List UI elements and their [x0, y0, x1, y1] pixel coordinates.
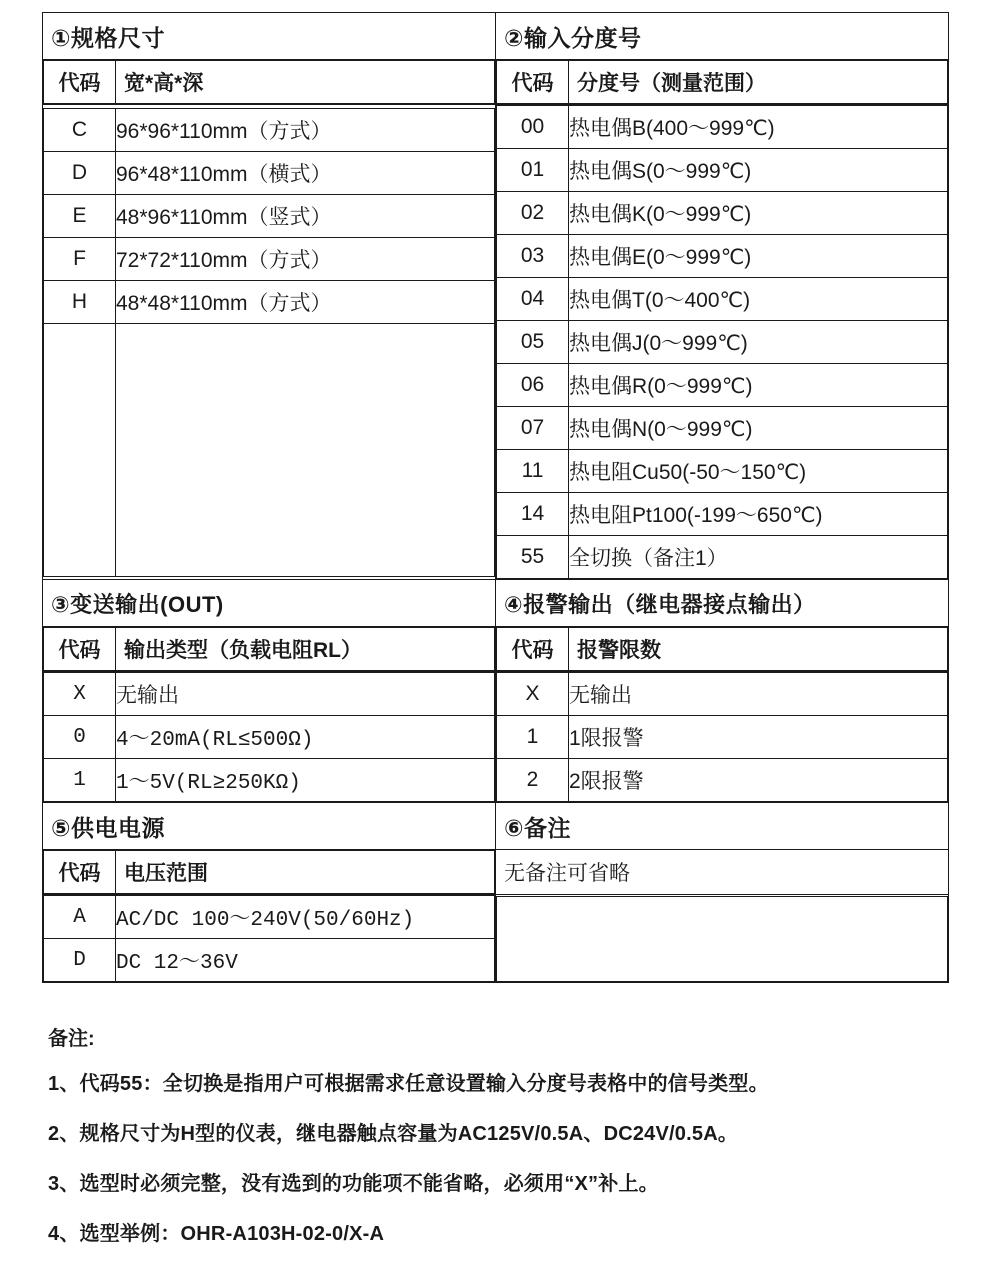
- filler-value: [116, 323, 495, 576]
- row-value: 1～5V(RL≥250KΩ): [116, 759, 495, 802]
- section-2-title: ②输入分度号: [496, 13, 949, 60]
- section-3-value-header: 输出类型（负载电阻RL）: [116, 628, 495, 671]
- row-value: 热电偶R(0～999℃): [569, 364, 948, 407]
- table-row: [44, 759, 495, 802]
- section-6-title: ⑥备注: [496, 803, 949, 850]
- row-value: 热电偶B(400～999℃): [569, 106, 948, 149]
- table-row: [44, 108, 495, 151]
- section-5-header-inner: [43, 850, 495, 894]
- filler-row: [44, 323, 495, 576]
- table-row: [44, 716, 495, 759]
- row-value: 热电偶N(0～999℃): [569, 407, 948, 450]
- section-1-header-inner: [43, 60, 495, 104]
- section-title-row: [43, 13, 949, 60]
- section-5-code-header: 代码: [44, 851, 116, 894]
- section-title-row: [43, 803, 949, 850]
- section-6-rows: [496, 896, 948, 982]
- row-value: 48*48*110mm（方式）: [116, 280, 495, 323]
- section-1-value-header: 宽*高*深: [116, 61, 495, 104]
- row-value: 96*48*110mm（横式）: [116, 151, 495, 194]
- section-4-body: [496, 672, 949, 803]
- section-3-code-header: 代码: [44, 628, 116, 671]
- row-code: 00: [497, 106, 569, 149]
- section-1-header-cell: [43, 60, 496, 105]
- row-value: 48*96*110mm（竖式）: [116, 194, 495, 237]
- row-code: 55: [497, 536, 569, 579]
- note-item-2: 2、规格尺寸为H型的仪表，继电器触点容量为AC125V/0.5A、DC24V/0.5A。: [48, 1123, 739, 1145]
- row-value: 热电阻Cu50(-50～150℃): [569, 450, 948, 493]
- row-value: AC/DC 100～240V(50/60Hz): [116, 896, 495, 939]
- row-code: 03: [497, 235, 569, 278]
- section-5-body: [43, 895, 496, 983]
- table-row: [44, 280, 495, 323]
- section-5-header-cell: [43, 850, 496, 895]
- table-row: [497, 106, 948, 149]
- spec-table-middle: [42, 579, 949, 803]
- row-code: 1: [497, 716, 569, 759]
- section-3-header-cell: [43, 627, 496, 672]
- row-code: 2: [497, 759, 569, 802]
- section-3-header-inner: [43, 627, 495, 671]
- row-code: 0: [44, 716, 116, 759]
- row-value: 热电偶K(0～999℃): [569, 192, 948, 235]
- section-4-code-header: 代码: [497, 628, 569, 671]
- note-item-4: 4、选型举例：OHR-A103H-02-0/X-A: [48, 1223, 385, 1245]
- section-column-header-row: [43, 627, 949, 672]
- section-2-code-header: 代码: [497, 61, 569, 104]
- table-row: [497, 192, 948, 235]
- section-body-row: [43, 105, 949, 580]
- row-code: 04: [497, 278, 569, 321]
- row-code: D: [44, 939, 116, 982]
- section-6-note: 无备注可省略: [496, 850, 949, 895]
- table-row: [497, 450, 948, 493]
- section-title-row: [43, 580, 949, 627]
- table-row: [497, 235, 948, 278]
- table-row: [44, 673, 495, 716]
- row-code: H: [44, 280, 116, 323]
- row-code: 02: [497, 192, 569, 235]
- row-code: 11: [497, 450, 569, 493]
- section-3-rows: [43, 672, 495, 802]
- section-4-header-cell: [496, 627, 949, 672]
- row-code: 05: [497, 321, 569, 364]
- section-body-row: [43, 672, 949, 803]
- row-value: 热电偶T(0～400℃): [569, 278, 948, 321]
- filler-cell: [497, 896, 948, 981]
- row-code: 1: [44, 759, 116, 802]
- section-4-header-inner: [496, 627, 948, 671]
- section-2-body: [496, 105, 949, 580]
- row-code: 01: [497, 149, 569, 192]
- spec-table-top: [42, 12, 949, 580]
- section-5-rows: [43, 895, 495, 982]
- table-row: [497, 407, 948, 450]
- section-4-value-header: 报警限数: [569, 628, 948, 671]
- section-6-body: [496, 895, 949, 983]
- section-1-rows: [43, 108, 495, 577]
- row-code: 14: [497, 493, 569, 536]
- section-3-body: [43, 672, 496, 803]
- spec-table-bottom: [42, 802, 949, 983]
- row-value: 4～20mA(RL≤500Ω): [116, 716, 495, 759]
- section-2-rows: [496, 105, 948, 579]
- row-code: 06: [497, 364, 569, 407]
- row-code: F: [44, 237, 116, 280]
- row-value: 热电偶S(0～999℃): [569, 149, 948, 192]
- section-1-body: [43, 105, 496, 580]
- section-2-header-cell: [496, 60, 949, 105]
- table-row: [44, 237, 495, 280]
- table-row: [44, 896, 495, 939]
- row-value: 无输出: [116, 673, 495, 716]
- section-2-value-header: 分度号（测量范围）: [569, 61, 948, 104]
- section-column-header-row: [43, 850, 949, 895]
- section-4-title: ④报警输出（继电器接点输出）: [496, 580, 949, 627]
- row-code: X: [44, 673, 116, 716]
- row-value: 72*72*110mm（方式）: [116, 237, 495, 280]
- row-value: 热电偶J(0～999℃): [569, 321, 948, 364]
- row-value: 96*96*110mm（方式）: [116, 108, 495, 151]
- table-row: [497, 321, 948, 364]
- row-code: D: [44, 151, 116, 194]
- row-value: 1限报警: [569, 716, 948, 759]
- note-item-1: 1、代码55：全切换是指用户可根据需求任意设置输入分度号表格中的信号类型。: [48, 1073, 769, 1095]
- section-1-code-header: 代码: [44, 61, 116, 104]
- filler-row: [497, 896, 948, 981]
- filler-code: [44, 323, 116, 576]
- row-value: 无输出: [569, 673, 948, 716]
- section-body-row: [43, 895, 949, 983]
- section-4-rows: [496, 672, 948, 802]
- row-code: E: [44, 194, 116, 237]
- section-5-value-header: 电压范围: [116, 851, 495, 894]
- row-code: 07: [497, 407, 569, 450]
- table-row: [44, 151, 495, 194]
- notes-section: [48, 1022, 958, 1267]
- row-value: 2限报警: [569, 759, 948, 802]
- row-value: 全切换（备注1）: [569, 536, 948, 579]
- table-row: [44, 939, 495, 982]
- table-row: [44, 194, 495, 237]
- note-item-3: 3、选型时必须完整，没有选到的功能项不能省略，必须用“X”补上。: [48, 1173, 659, 1195]
- notes-title: 备注:: [48, 1028, 95, 1050]
- table-row: [497, 493, 948, 536]
- row-code: X: [497, 673, 569, 716]
- table-row: [497, 278, 948, 321]
- table-row: [497, 716, 948, 759]
- table-row: [497, 673, 948, 716]
- row-code: C: [44, 108, 116, 151]
- section-5-title: ⑤供电电源: [43, 803, 496, 850]
- row-value: 热电偶E(0～999℃): [569, 235, 948, 278]
- section-1-title: ①规格尺寸: [43, 13, 496, 60]
- table-row: [497, 759, 948, 802]
- section-column-header-row: [43, 60, 949, 105]
- table-row: [497, 149, 948, 192]
- table-row: [497, 364, 948, 407]
- row-code: A: [44, 896, 116, 939]
- table-row: [497, 536, 948, 579]
- row-value: DC 12～36V: [116, 939, 495, 982]
- spec-sheet: [42, 12, 948, 983]
- row-value: 热电阻Pt100(-199～650℃): [569, 493, 948, 536]
- section-3-title: ③变送输出(OUT): [43, 580, 496, 627]
- section-2-header-inner: [496, 60, 948, 104]
